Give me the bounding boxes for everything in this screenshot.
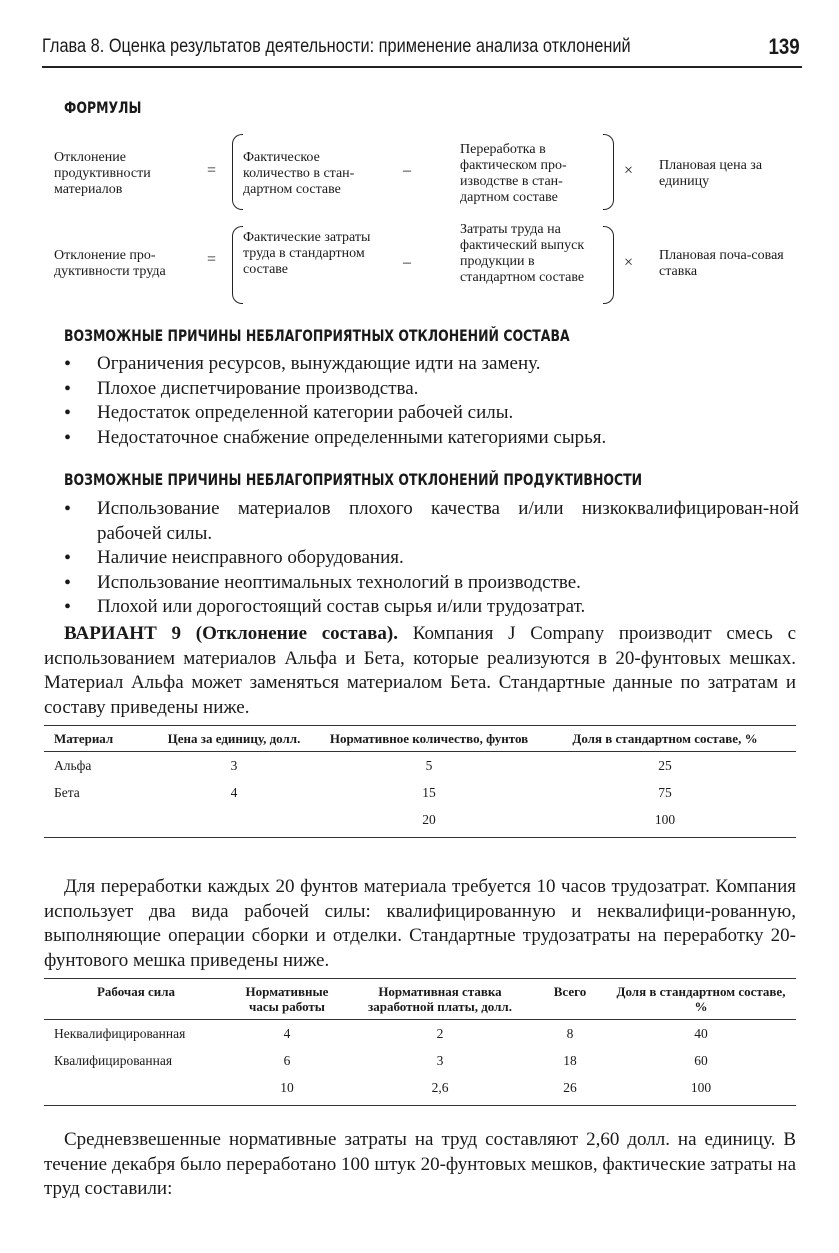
formula2-standard-labor: Затраты труда на фактический выпуск продукции в стандартном составе: [460, 222, 585, 285]
variant-lead: ВАРИАНТ 9 (Отклонение состава).: [64, 623, 399, 644]
table-header-row: [44, 979, 796, 1020]
table-cell: 5: [425, 757, 433, 773]
formulas-heading: ФОРМУЛЫ: [64, 98, 142, 117]
formula2-close-paren: [603, 226, 614, 304]
table-row: [44, 779, 796, 806]
summary-paragraph: Средневзвешенные нормативные затраты на труд составляют 2,60 долл. на единицу. В течение декабря было переработано 100 штук 20-фунтовых мешков, фактические затраты на труд составили:: [44, 1129, 796, 1199]
table-cell: 6: [283, 1052, 291, 1068]
table-cell: 60: [694, 1052, 708, 1068]
yield-causes-heading: ВОЗМОЖНЫЕ ПРИЧИНЫ НЕБЛАГОПРИЯТНЫХ ОТКЛОНЕНИЙ ПРОДУКТИВНОСТИ: [64, 470, 643, 489]
labor-paragraph: Для переработки каждых 20 фунтов материала требуется 10 часов трудозатрат. Компания использует два вида рабочей силы: квалифицированную и неквалифици-рованную, выполняющие операции сборки и отделки. Стандартные трудозатраты на переработку 20-фунтового мешка приведены ниже.: [44, 876, 796, 971]
table-cell: 25: [658, 757, 672, 773]
table-cell: 8: [566, 1025, 574, 1041]
table-cell: 10: [228, 1074, 346, 1106]
list-item: • Плохой или дорогостоящий состав сырья и/или трудозатрат.: [64, 595, 799, 620]
running-header: [42, 34, 802, 68]
table-header: Всего: [534, 979, 606, 1020]
list-item: • Плохое диспетчирование производства.: [64, 377, 799, 402]
table-cell: Альфа: [54, 757, 92, 773]
variant-text: Компания J Company производит смесь с использованием материалов Альфа и Бета, которые реализуются в 20-фунтовых мешках. Материал Альфа может заменяться материалом Бета. Стандартные данные по затратам и составу приведены ниже.: [44, 623, 797, 718]
formula2-equals: =: [207, 251, 217, 268]
table-total-row: [44, 806, 796, 838]
formula1-actual-quantity: Фактическое количество в стан-дартном составе: [243, 150, 355, 197]
mix-causes-heading: ВОЗМОЖНЫЕ ПРИЧИНЫ НЕБЛАГОПРИЯТНЫХ ОТКЛОНЕНИЙ СОСТАВА: [64, 326, 570, 345]
table-cell: 2: [436, 1025, 444, 1041]
table-row: [44, 1020, 796, 1048]
chapter-title: Глава 8. Оценка результатов деятельности: применение анализа отклонений: [42, 36, 631, 57]
table-cell: 4: [230, 784, 238, 800]
mix-causes-list: [64, 352, 799, 450]
table-cell: Неквалифицированная: [54, 1025, 186, 1041]
table-header: Доля в стандартном составе, %: [606, 979, 796, 1020]
table-cell: 100: [606, 1074, 796, 1106]
formula2-minus: –: [403, 254, 411, 271]
formula1-planned-price: Плановая цена за единицу: [659, 158, 763, 189]
list-item: • Использование неоптимальных технологий в производстве.: [64, 571, 799, 596]
table-cell: Квалифицированная: [54, 1052, 173, 1068]
table-cell: 18: [563, 1052, 577, 1068]
table-cell: 4: [283, 1025, 291, 1041]
list-item: • Недостаток определенной категории рабочей силы.: [64, 401, 799, 426]
table-total-row: [44, 1074, 796, 1106]
table-header: Нормативная ставка заработной платы, долл.: [346, 979, 534, 1020]
table-cell: [144, 806, 324, 838]
table-cell: [44, 1074, 228, 1106]
formula1-label: Отклонение продуктивности материалов: [54, 150, 151, 197]
list-item: • Недостаточное снабжение определенными категориями сырья.: [64, 426, 799, 451]
labor-table: [44, 978, 796, 1106]
table-header: Цена за единицу, долл.: [144, 726, 324, 752]
formula1-open-paren: [232, 134, 243, 210]
formula2-label: Отклонение про-дуктивности труда: [54, 248, 166, 279]
list-item: • Ограничения ресурсов, вынуждающие идти на замену.: [64, 352, 799, 377]
table-cell: 2,6: [346, 1074, 534, 1106]
formula2-planned-rate: Плановая поча-совая ставка: [659, 248, 784, 279]
formula1-equals: =: [207, 162, 217, 179]
yield-causes-list: [64, 497, 799, 620]
formula1-close-paren: [603, 134, 614, 210]
formula1-standard-output: Переработка в фактическом про-изводстве в стан-дартном составе: [460, 142, 567, 205]
table-cell: 40: [694, 1025, 708, 1041]
list-item: • Наличие неисправного оборудования.: [64, 546, 799, 571]
table-row: [44, 752, 796, 780]
formula2-times: ×: [624, 254, 634, 271]
table-row: [44, 1047, 796, 1074]
table-cell: Бета: [54, 784, 80, 800]
table-cell: 3: [230, 757, 238, 773]
table-cell: 75: [658, 784, 672, 800]
table-cell: 3: [436, 1052, 444, 1068]
list-item: • Использование материалов плохого качества и/или низкоквалифицирован-ной рабочей силы.: [64, 497, 799, 546]
table-cell: [44, 806, 144, 838]
table-header: Нормативное количество, фунтов: [324, 726, 534, 752]
table-cell: 15: [422, 784, 436, 800]
formula1-times: ×: [624, 162, 634, 179]
formula1-minus: –: [403, 162, 411, 179]
table-header: Нормативные часы работы: [228, 979, 346, 1020]
table-header: Материал: [44, 726, 144, 752]
page-number: 139: [768, 34, 800, 59]
table-header-row: [44, 726, 796, 752]
table-cell: 100: [534, 806, 796, 838]
formula2-open-paren: [232, 226, 243, 304]
table-header: Рабочая сила: [44, 979, 228, 1020]
table-header: Доля в стандартном составе, %: [534, 726, 796, 752]
variant-paragraph: [44, 622, 796, 720]
formula2-actual-labor: Фактические затраты труда в стандартном составе: [243, 230, 371, 277]
table-cell: 20: [324, 806, 534, 838]
table-cell: 26: [534, 1074, 606, 1106]
materials-table: [44, 725, 796, 838]
